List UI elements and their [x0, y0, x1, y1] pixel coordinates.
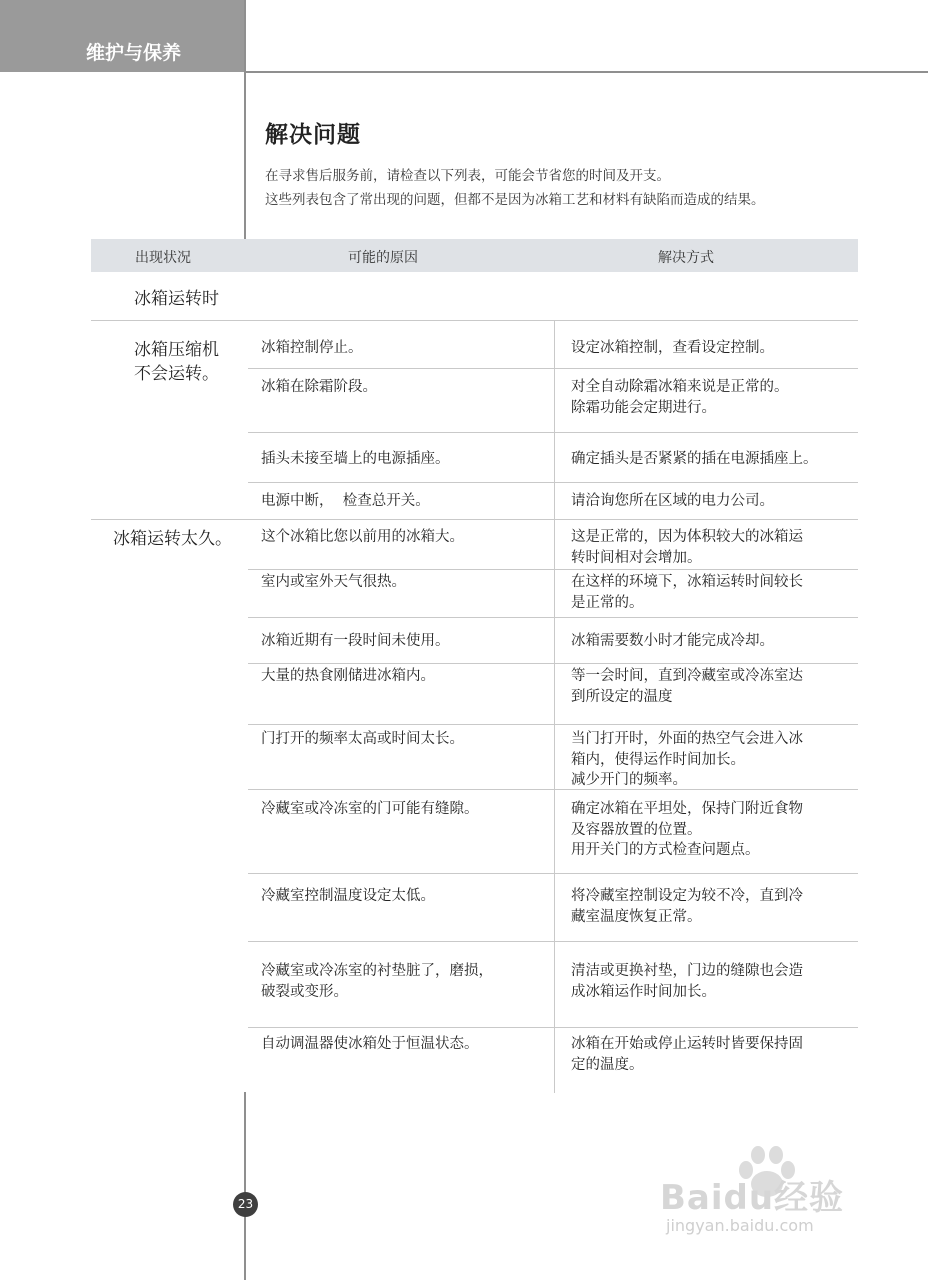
column-header-solution: 解决方式 — [658, 250, 714, 266]
cause-text: 冰箱近期有一段时间未使用。 — [261, 633, 450, 649]
solution-text: 在这样的环境下，冰箱运转时间较长 — [571, 574, 803, 590]
solution-text: 定的温度。 — [571, 1056, 644, 1073]
cause-text: 这个冰箱比您以前用的冰箱大。 — [261, 529, 464, 545]
cause-text: 自动调温器使冰箱处于恒温状态。 — [261, 1036, 479, 1052]
cause-text: 冰箱在除霜阶段。 — [261, 379, 377, 395]
intro-line: 这些列表包含了常出现的问题，但都不是因为冰箱工艺和材料有缺陷而造成的结果。 — [265, 192, 765, 208]
cause-cell — [261, 1034, 546, 1055]
cause-text: 冷藏室或冷冻室的衬垫脏了，磨损， — [261, 963, 493, 979]
column-header-cause: 可能的原因 — [348, 250, 418, 266]
cause-cell — [261, 631, 546, 652]
cause-cell — [261, 377, 546, 398]
solution-text: 当门打开时，外面的热空气会进入冰 — [571, 731, 803, 747]
section-tab — [0, 0, 244, 72]
solution-text: 转时间相对会增加。 — [571, 549, 702, 566]
solution-text: 冰箱需要数小时才能完成冷却。 — [571, 633, 774, 649]
margin-rule-top — [244, 0, 246, 240]
solution-cell — [571, 491, 871, 512]
cause-cell — [261, 666, 546, 687]
row-divider — [248, 432, 858, 433]
solution-text: 等一会时间，直到冷藏室或冷冻室达 — [571, 668, 803, 684]
watermark — [660, 1140, 890, 1240]
cause-text: 插头未接至墙上的电源插座。 — [261, 451, 450, 467]
symptom-not-running — [134, 338, 219, 386]
group-divider — [91, 320, 858, 321]
column-header-symptom: 出现状况 — [135, 250, 191, 266]
row-divider — [248, 873, 858, 874]
section-title: 维护与保养 — [86, 42, 182, 64]
solution-cell — [571, 631, 871, 652]
cause-cell — [261, 729, 546, 750]
solution-cell — [571, 377, 871, 418]
cause-text: 门打开的频率太高或时间太长。 — [261, 731, 464, 747]
solution-cell — [571, 527, 871, 568]
solution-text: 到所设定的温度 — [571, 688, 673, 705]
row-divider — [248, 724, 858, 725]
solution-text: 设定冰箱控制，查看设定控制。 — [571, 340, 774, 356]
cause-cell — [261, 886, 546, 907]
row-divider — [248, 941, 858, 942]
symptom-line: 冰箱压缩机 — [134, 340, 219, 360]
solution-text: 成冰箱运作时间加长。 — [571, 983, 716, 1000]
page-title: 解决问题 — [265, 122, 361, 148]
watermark-brand: Baidu经验 — [660, 1178, 845, 1218]
solution-text: 确定冰箱在平坦处，保持门附近食物 — [571, 801, 803, 817]
solution-text: 对全自动除霜冰箱来说是正常的。 — [571, 379, 789, 395]
cause-text: 破裂或变形。 — [261, 983, 348, 1000]
cause-text: 冷藏室或冷冻室的门可能有缝隙。 — [261, 801, 479, 817]
solution-text: 是正常的。 — [571, 594, 644, 611]
symptom-line: 不会运转。 — [134, 364, 219, 384]
solution-text: 将冷藏室控制设定为较不冷，直到冷 — [571, 888, 803, 904]
solution-text: 用开关门的方式检查问题点。 — [571, 842, 760, 858]
margin-rule-bottom — [244, 1092, 246, 1280]
row-divider — [248, 569, 858, 570]
solution-text: 除霜功能会定期进行。 — [571, 399, 716, 416]
column-divider — [554, 320, 555, 1093]
row-divider — [248, 617, 858, 618]
cause-text: 冰箱控制停止。 — [261, 340, 363, 356]
cause-text: 冷藏室控制温度设定太低。 — [261, 888, 435, 904]
solution-cell — [571, 666, 871, 707]
solution-cell — [571, 449, 871, 470]
solution-text: 冰箱在开始或停止运转时皆要保持固 — [571, 1036, 803, 1052]
row-divider — [248, 663, 858, 664]
solution-text: 清洁或更换衬垫，门边的缝隙也会造 — [571, 963, 803, 979]
header-divider — [244, 71, 928, 73]
symptom-runs-too-long: 冰箱运转太久。 — [113, 529, 232, 549]
row-divider — [248, 1027, 858, 1028]
cause-text: 室内或室外天气很热。 — [261, 574, 406, 590]
solution-text: 减少开门的频率。 — [571, 772, 687, 788]
row-divider — [248, 482, 858, 483]
solution-text: 请洽询您所在区域的电力公司。 — [571, 493, 774, 509]
cause-cell — [261, 338, 546, 359]
solution-cell — [571, 961, 871, 1002]
solution-cell — [571, 1034, 871, 1075]
cause-text: 大量的热食刚储进冰箱内。 — [261, 668, 435, 684]
cause-cell — [261, 491, 546, 512]
solution-text: 确定插头是否紧紧的插在电源插座上。 — [571, 451, 818, 467]
solution-text: 这是正常的，因为体积较大的冰箱运 — [571, 529, 803, 545]
solution-text: 箱内，使得运作时间加长。 — [571, 751, 745, 768]
solution-text: 及容器放置的位置。 — [571, 821, 702, 838]
cause-cell — [261, 572, 546, 593]
cause-cell — [261, 449, 546, 470]
table-header — [91, 239, 858, 272]
cause-cell — [261, 527, 546, 548]
intro-line: 在寻求售后服务前，请检查以下列表，可能会节省您的时间及开支。 — [265, 168, 670, 184]
cause-text: 电源中断， 检查总开关。 — [261, 493, 430, 509]
solution-cell — [571, 338, 871, 359]
solution-cell — [571, 886, 871, 927]
solution-text: 藏室温度恢复正常。 — [571, 908, 702, 925]
watermark-url: jingyan.baidu.com — [666, 1216, 814, 1235]
solution-cell — [571, 572, 871, 613]
row-divider — [248, 368, 858, 369]
solution-cell — [571, 729, 871, 791]
cause-cell — [261, 961, 546, 1002]
group-divider — [91, 519, 858, 520]
solution-cell — [571, 799, 871, 861]
group-title: 冰箱运转时 — [134, 289, 219, 309]
page-number: 23 — [233, 1192, 258, 1217]
cause-cell — [261, 799, 546, 820]
